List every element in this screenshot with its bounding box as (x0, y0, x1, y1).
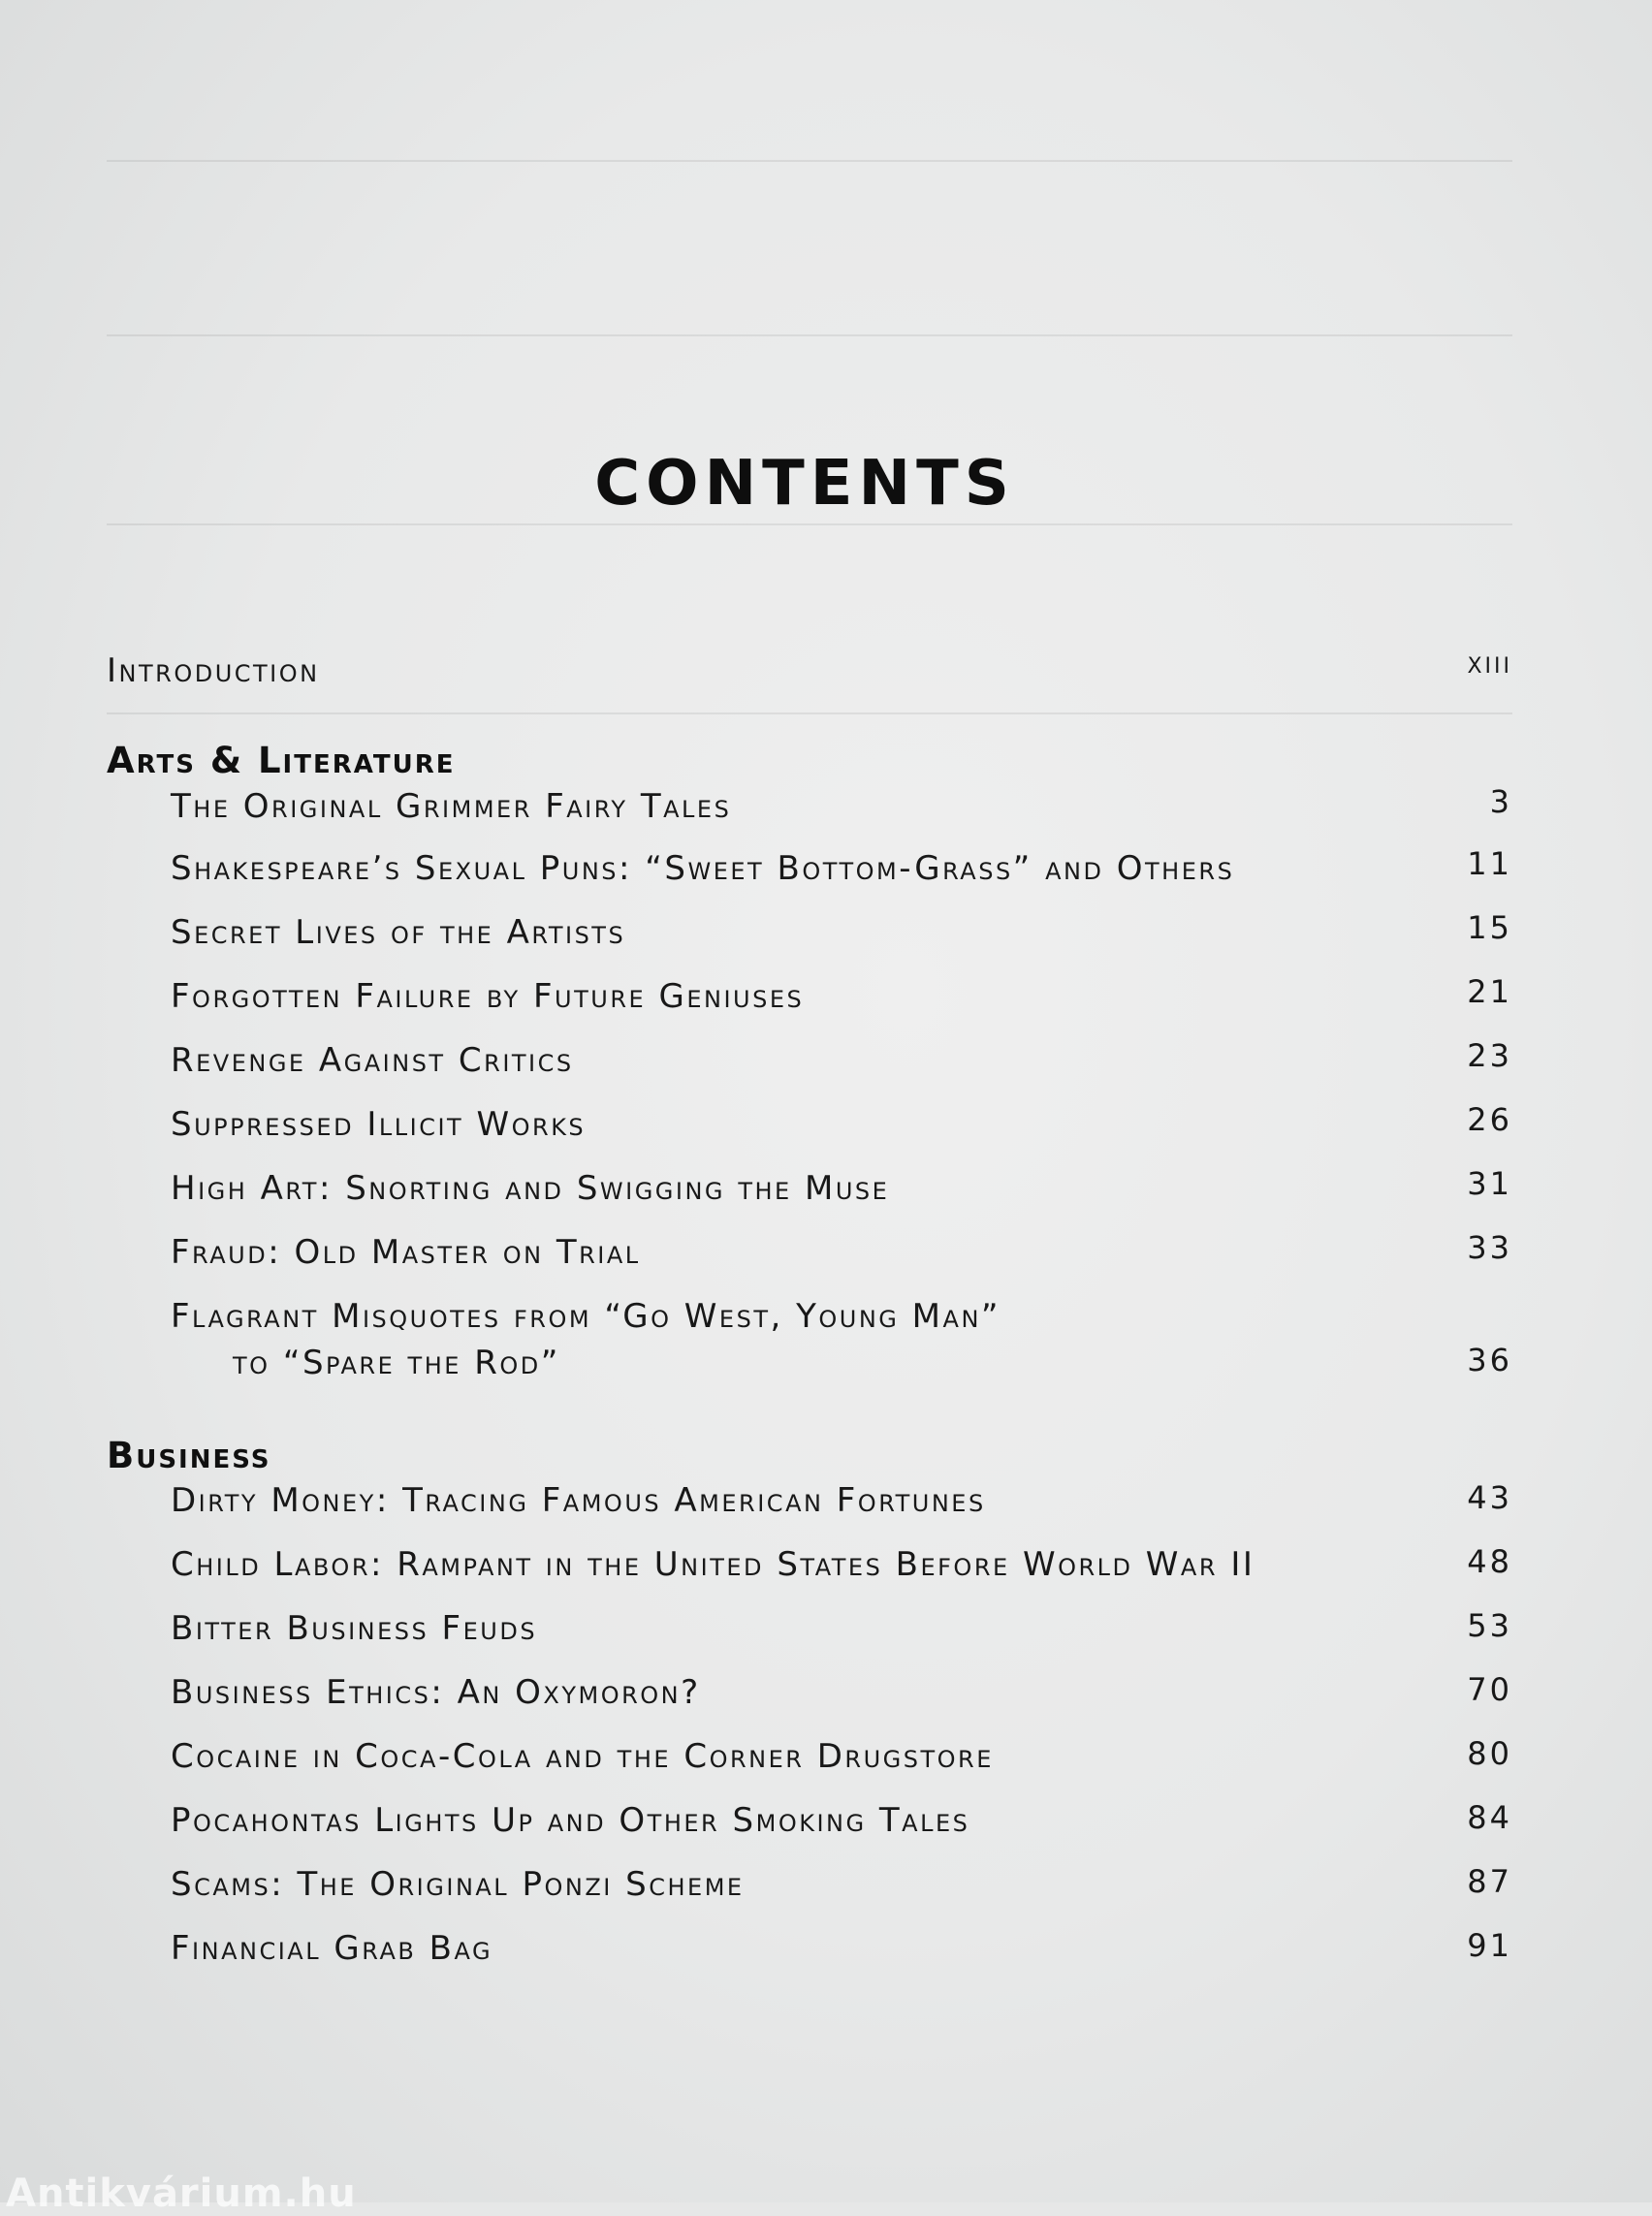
bleed-line (107, 160, 1512, 162)
toc-page-number: 23 (1467, 1037, 1512, 1074)
toc-page-number: 33 (1467, 1229, 1512, 1266)
toc-page-number: 11 (1467, 845, 1512, 882)
toc-entry (171, 1865, 745, 1904)
toc-page-number: 91 (1467, 1927, 1512, 1964)
toc-entry-title: Cocaine in Coca-Cola and the Corner Drugstore (171, 1737, 994, 1776)
section-heading-business: Business (107, 1435, 271, 1476)
toc-entry (171, 1545, 1255, 1584)
page-title: CONTENTS (594, 448, 1015, 520)
toc-page-number: xiii (1467, 644, 1512, 681)
toc-entry (171, 913, 625, 952)
toc-page-number: 70 (1467, 1671, 1512, 1708)
toc-entry-title: Bitter Business Feuds (171, 1609, 538, 1648)
toc-entry (171, 1609, 537, 1648)
toc-entry (171, 1737, 994, 1776)
toc-entry (171, 977, 804, 1016)
toc-entry-title: Forgotten Failure by Future Geniuses (171, 977, 805, 1016)
toc-entry-title: Pocahontas Lights Up and Other Smoking Tales (171, 1801, 970, 1840)
toc-entry (171, 1105, 586, 1144)
toc-entry-introduction (107, 651, 320, 690)
toc-entry (171, 1169, 889, 1208)
toc-page-number: 84 (1467, 1799, 1512, 1836)
toc-entry-title: The Original Grimmer Fairy Tales (171, 787, 732, 826)
toc-page-number: 3 (1489, 783, 1512, 820)
toc-entry-title: Fraud: Old Master on Trial (171, 1233, 641, 1272)
toc-page-number: 80 (1467, 1735, 1512, 1772)
toc-page-number: 21 (1467, 973, 1512, 1010)
toc-entry-continuation (233, 1344, 560, 1382)
toc-page-number: 31 (1467, 1165, 1512, 1202)
toc-page-number: 15 (1467, 909, 1512, 946)
toc-entry-title: Secret Lives of the Artists (171, 913, 626, 952)
toc-page-number: 26 (1467, 1101, 1512, 1138)
bleed-line (107, 334, 1512, 336)
toc-page-number: 53 (1467, 1607, 1512, 1644)
section-heading-arts-literature: Arts & Literature (107, 740, 456, 781)
toc-entry-title: Suppressed Illicit Works (171, 1105, 587, 1144)
toc-entry-title: Flagrant Misquotes from “Go West, Young Man” (171, 1297, 1001, 1336)
toc-page-number: 48 (1467, 1543, 1512, 1580)
toc-entry-title-cont: to “Spare the Rod” (233, 1344, 560, 1382)
toc-entry (171, 1481, 986, 1520)
bleed-line (107, 712, 1512, 714)
toc-entry (171, 849, 1234, 888)
toc-page-number: 43 (1467, 1479, 1512, 1516)
toc-entry (171, 1929, 492, 1968)
toc-entry (171, 1801, 969, 1840)
toc-entry-title: Revenge Against Critics (171, 1041, 574, 1080)
bleed-line (107, 523, 1512, 525)
toc-entry (171, 1297, 1001, 1336)
toc-page-number: 36 (1467, 1342, 1512, 1378)
toc-page-number: 87 (1467, 1863, 1512, 1900)
watermark-text: Antikvárium.hu (6, 2171, 357, 2216)
toc-entry-title: Introduction (107, 651, 320, 690)
toc-entry (171, 1233, 641, 1272)
toc-entry-title: Shakespeare’s Sexual Puns: “Sweet Bottom-Grass” and Others (171, 849, 1235, 888)
toc-entry-title: High Art: Snorting and Swigging the Muse (171, 1169, 890, 1208)
toc-entry-title: Dirty Money: Tracing Famous American Fortunes (171, 1481, 986, 1520)
toc-entry (171, 787, 731, 826)
toc-entry-title: Business Ethics: An Oxymoron? (171, 1673, 701, 1712)
toc-entry-title: Financial Grab Bag (171, 1929, 493, 1968)
toc-entry (171, 1041, 574, 1080)
toc-entry-title: Scams: The Original Ponzi Scheme (171, 1865, 745, 1904)
toc-entry-title: Child Labor: Rampant in the United States Before World War II (171, 1545, 1255, 1584)
toc-entry (171, 1673, 701, 1712)
